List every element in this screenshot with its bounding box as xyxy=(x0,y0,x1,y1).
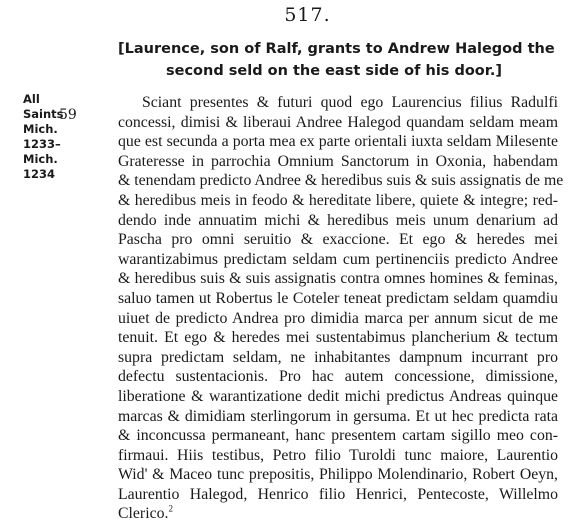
body-line: Wid' & Maceo tunc prepositis, Philippo Molendinario, Robert Oeyn, xyxy=(118,466,558,484)
margin-line: Mich. xyxy=(23,122,58,136)
body-line: marcas & dimidiam sterlingorum in gersuma. Et ut hec predicta rata xyxy=(118,407,558,425)
heading-line: [Laurence, son of Ralf, grants to Andrew Halegod the xyxy=(118,41,555,57)
body-line: & heredibus suis & suis assignatis contra omnes homines & feminas, xyxy=(118,270,558,288)
body-line: que est secunda a porta mea ex parte orientali iuxta seldam Milesente xyxy=(118,133,558,151)
body-line: tenuit. Et ego & heredes mei sustentabimus plancherium & tectum xyxy=(118,329,558,347)
margin-line-number: 59 xyxy=(59,107,77,123)
margin-line: Mich. xyxy=(23,152,58,166)
body-line: dendo inde annuatim michi & heredibus meis unum denarium ad xyxy=(118,211,558,229)
body-line: warantizabimus predictam seldam cum pertinenciis predicto Andree xyxy=(118,250,558,268)
body-line: uiuet de predicto Andrea pro dimidia marca per annum sicut de me xyxy=(118,309,558,327)
body-line: firmaui. Hiis testibus, Petro filio Turoldi tunc maiore, Laurentio xyxy=(118,446,558,464)
margin-date-note xyxy=(23,92,103,182)
body-line: supra predictam seldam, ne inhabitantes dampnum incurrant pro xyxy=(118,348,558,366)
body-line: saluo tamen ut Robertus le Coteler teneat predictam seldam quamdiu xyxy=(118,289,558,307)
body-line-final xyxy=(118,504,558,524)
body-line: & tenendam predicto Andree & heredibus suis & suis assignatis de me xyxy=(118,172,564,190)
footnote-mark[interactable]: 2 xyxy=(168,504,173,515)
body-line: Grateresse in parrochia Omnium Sanctorum in Oxonia, habendam xyxy=(118,152,558,170)
body-line-final-text: Clerico. xyxy=(118,505,169,523)
margin-line: 1234 xyxy=(23,167,56,181)
body-line: defectu sustentacionis. Pro hac autem concessione, dimissione, xyxy=(118,368,558,386)
body-line: & heredibus meis in feodo & hereditate libere, quiete & integre; red- xyxy=(118,191,558,209)
body-line: liberatione & warantizatione dedit michi predictus Andreas quinque xyxy=(118,387,558,405)
body-line: Pascha pro omni seruitio & exaccione. Et ego & heredes mei xyxy=(118,231,558,249)
charter-heading xyxy=(118,38,555,82)
charter-body xyxy=(118,93,564,524)
body-line: concessi, dimisi & liberaui Andree Halegod quandam seldam meam xyxy=(118,113,558,131)
heading-line: second seld on the east side of his door.] xyxy=(165,63,502,79)
body-line: & inconcussa permaneant, hanc presentem cartam sigillo meo con- xyxy=(118,427,558,445)
margin-line: Saints xyxy=(23,107,64,121)
margin-line: 1233– xyxy=(23,137,61,151)
body-line: Sciant presentes & futuri quod ego Laurencius filius Radulfi xyxy=(142,94,558,111)
page-number: 517. xyxy=(284,4,331,26)
margin-line: All xyxy=(23,92,40,106)
body-line: Laurentio Halegod, Henrico filio Henrici, Pentecoste, Willelmo xyxy=(118,485,558,503)
